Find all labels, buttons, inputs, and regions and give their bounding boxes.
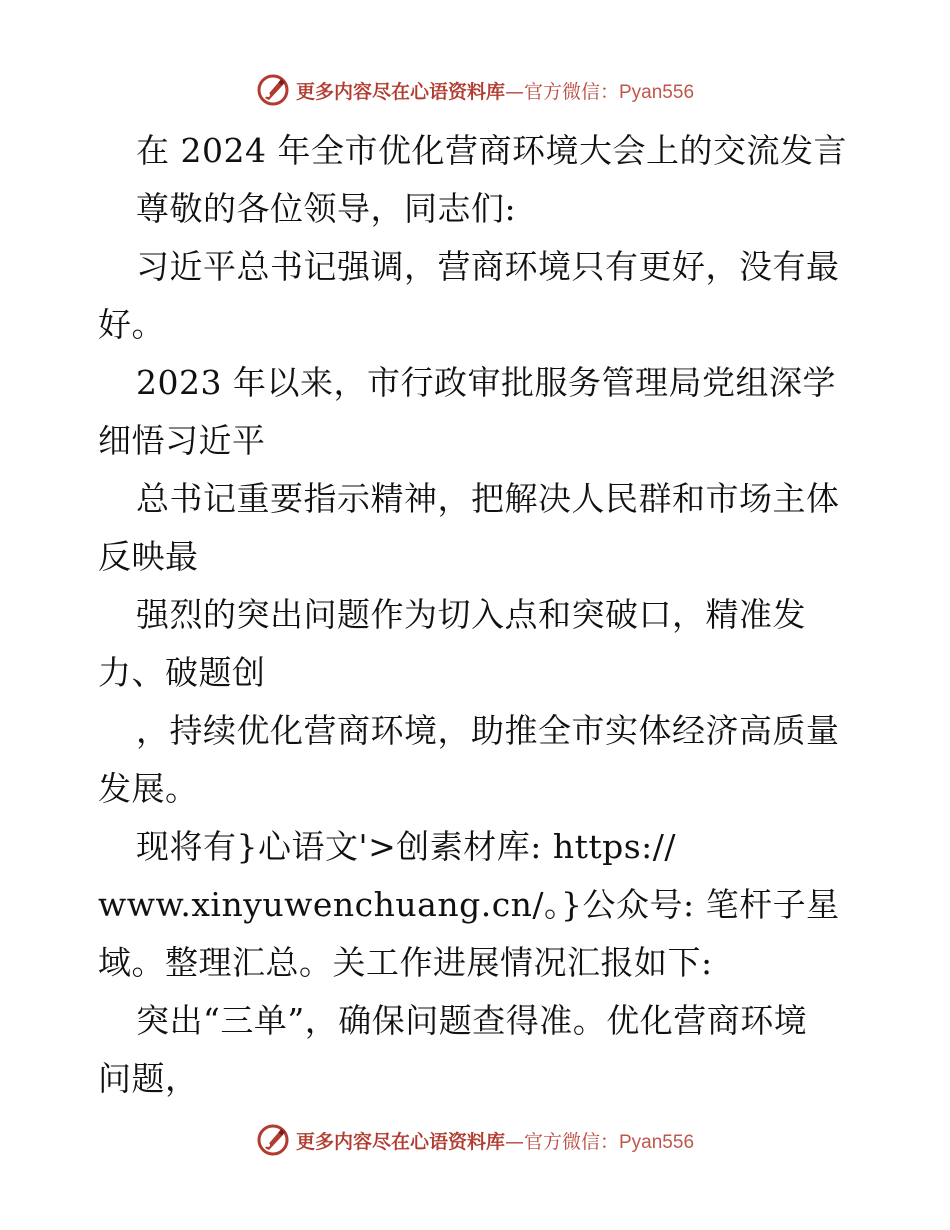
doc-line: 细悟习近平 [98,421,266,460]
footer-banner-text [296,1127,694,1154]
header-banner [0,70,950,110]
doc-title: 在 2024 年全市优化营商环境大会上的交流发言 [136,131,847,170]
document-body [98,122,858,1108]
pen-logo-icon [256,1123,290,1157]
doc-line: ，持续优化营商环境，助推全市实体经济高质量 [136,711,840,750]
footer-banner [0,1120,950,1160]
footer-wechat-label: 官方微信： [523,1130,619,1153]
doc-line: 习近平总书记强调，营商环境只有更好，没有最 [136,247,840,286]
doc-line: 总书记重要指示精神，把解决人民群和市场主体 [136,479,840,518]
doc-line: 突出“三单”，确保问题查得准。优化营商环境 [136,1001,808,1040]
doc-line: 强烈的突出问题作为切入点和突破口，精准发 [136,595,806,634]
doc-line: 力、破题创 [98,653,266,692]
pen-logo-icon [256,73,290,107]
header-wechat-account: Pyan556 [619,81,695,103]
doc-salutation: 尊敬的各位领导，同志们: [136,189,517,228]
header-site-name: 更多内容尽在心语资料库 [295,80,505,103]
doc-line: 发展。 [98,769,199,808]
doc-line: 好。 [98,305,165,344]
doc-line: 问题， [98,1059,199,1098]
doc-line: www.xinyuwenchuang.cn/。}公众号: 笔杆子星 [98,885,840,924]
doc-line: 现将有}心语文'>创素材库: https:// [136,827,677,866]
doc-line: 2023 年以来，市行政审批服务管理局党组深学 [136,363,836,402]
doc-line: 域。整理汇总。关工作进展情况汇报如下: [98,943,713,982]
footer-wechat-account: Pyan556 [619,1131,695,1153]
header-separator: — [504,80,524,103]
footer-site-name: 更多内容尽在心语资料库 [295,1130,505,1153]
footer-separator: — [504,1130,524,1153]
doc-line: 反映最 [98,537,199,576]
header-banner-text [296,77,694,104]
header-wechat-label: 官方微信： [523,80,619,103]
